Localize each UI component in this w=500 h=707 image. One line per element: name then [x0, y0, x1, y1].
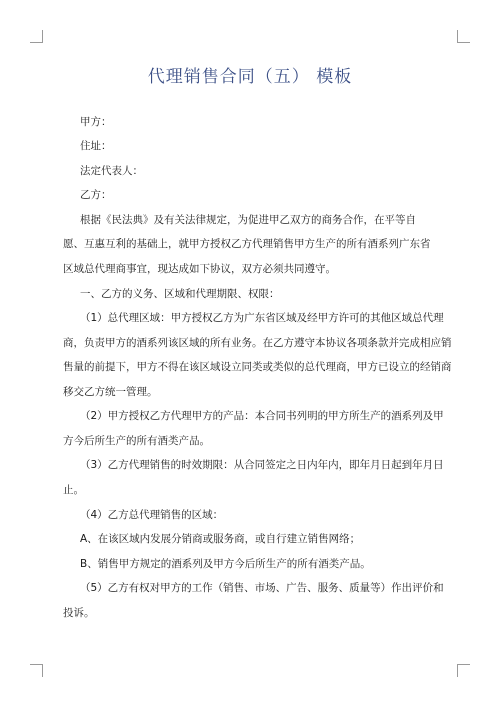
clause-4: （4）乙方总代理销售的区域：	[80, 509, 224, 521]
crop-mark-top-right	[457, 30, 470, 43]
clause-3-line-2: 止。	[63, 484, 84, 496]
clause-5-line-1: （5）乙方有权对甲方的工作（销售、市场、广告、服务、质量等）作出评价和	[80, 582, 444, 594]
document-title: 代理销售合同（五） 模板	[147, 67, 353, 87]
crop-mark-top-left	[30, 30, 43, 43]
field-address: 住址：	[80, 140, 112, 152]
crop-mark-bottom-left	[30, 664, 43, 677]
field-party-a: 甲方：	[80, 116, 112, 128]
clause-5-line-2: 投诉。	[63, 607, 95, 619]
intro-line-3: 区域总代理商事宜，现达成如下协议，双方必须共同遵守。	[63, 263, 336, 275]
clause-1-line-3: 售量的前提下，甲方不得在该区域设立同类或类似的总代理商，甲方已设立的经销商	[63, 361, 452, 373]
clause-2-line-1: （2）甲方授权乙方代理甲方的产品：本合同书列明的甲方所生产的酒系列及甲	[80, 410, 444, 422]
clause-2-line-2: 方今后所生产的所有酒类产品。	[63, 435, 210, 447]
intro-line-2: 愿、互惠互利的基础上，就甲方授权乙方代理销售甲方生产的所有酒系列广东省	[63, 238, 431, 250]
clause-4-item-a: A、在该区域内发展分销商或服务商，或自行建立销售网络；	[80, 533, 361, 545]
clause-4-item-b: B、销售甲方规定的酒系列及甲方今后所生产的所有酒类产品。	[80, 558, 371, 570]
clause-1-line-1: （1）总代理区域：甲方授权乙方为广东省区域及经甲方许可的其他区域总代理	[80, 312, 444, 324]
crop-mark-bottom-right	[457, 664, 470, 677]
intro-line-1: 根据《民法典》及有关法律规定，为促进甲乙双方的商务合作，在平等自	[80, 214, 416, 226]
section-heading: 一、乙方的义务、区域和代理期限、权限：	[80, 288, 280, 300]
field-party-b: 乙方：	[80, 189, 112, 201]
field-legal-rep: 法定代表人：	[80, 165, 143, 177]
clause-3-line-1: （3）乙方代理销售的时效期限：从合同签定之日内年内，即年月日起到年月日	[80, 459, 444, 471]
clause-1-line-2: 商，负责甲方的酒系列该区域的所有业务。在乙方遵守本协议各项条款并完成相应销	[63, 337, 452, 349]
clause-1-line-4: 移交乙方统一管理。	[63, 386, 158, 398]
